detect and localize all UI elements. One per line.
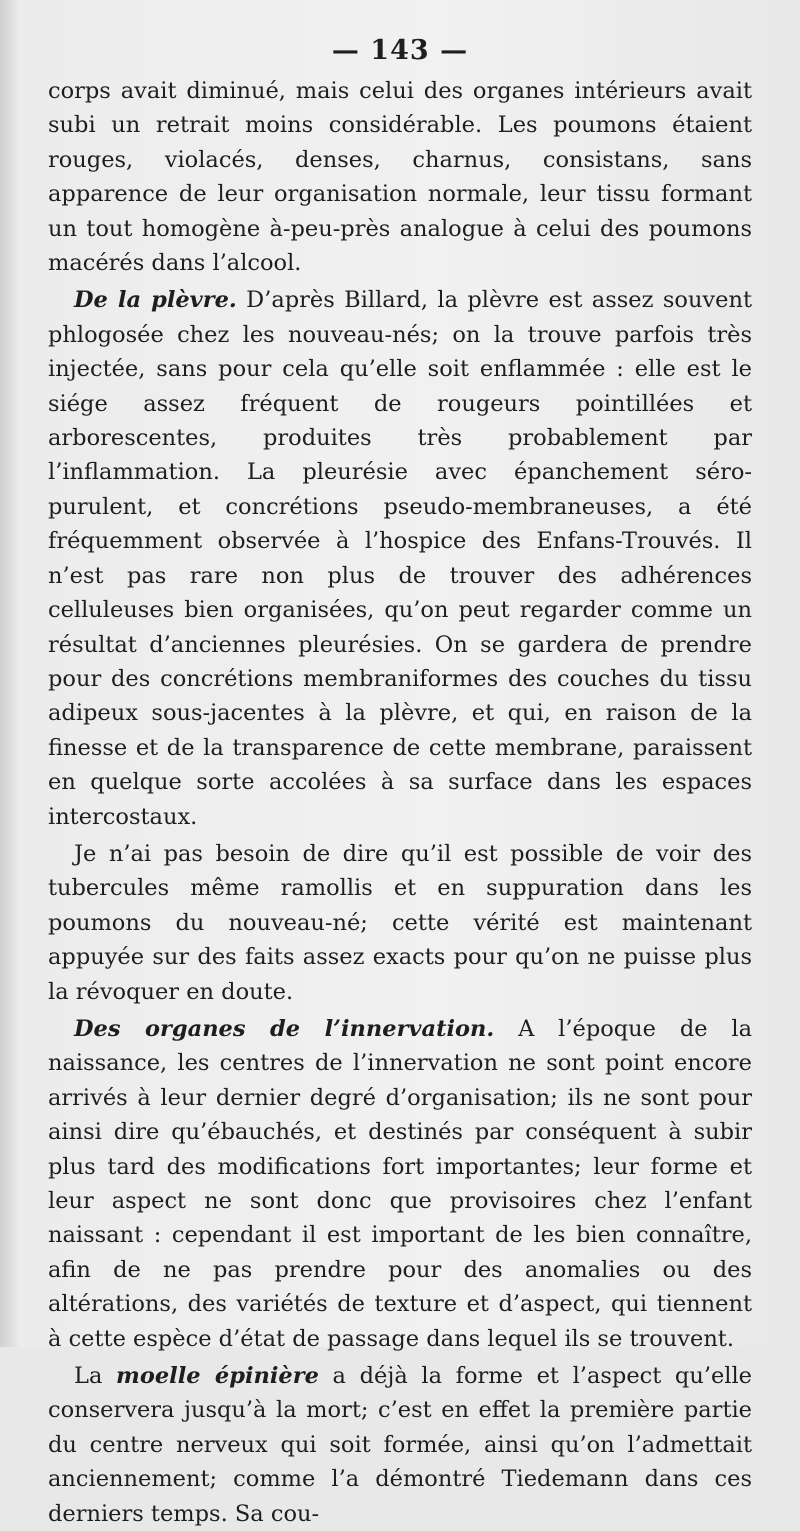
section-heading-pleura: De la plèvre. <box>74 287 237 314</box>
paragraph-text: A l’époque de la naissance, les centres de l’innervation ne sont point encore arrivés à leur dernier degré d’organisation; ils ne sont pour ainsi dire qu’ébauchés, et destinés par conséquent à subir plus tard des modifications fort importantes; leur forme et leur aspect ne sont donc que provisoires chez l’enfant naissant : cependant il est important de les bien connaître, afin de ne pas prendre pour des anomalies ou des altérations, des variétés de texture et d’aspect, qui tiennent à cette espèce d’état de passage dans lequel ils se trouvent. <box>48 1015 752 1352</box>
page-body <box>48 74 752 1531</box>
paragraph-lungs <box>48 74 752 280</box>
paragraph-pleura <box>48 283 752 834</box>
page-number: — 143 — <box>331 35 469 66</box>
paragraph-tubercles <box>48 837 752 1009</box>
section-heading-innervation: Des organes de l’innervation. <box>74 1015 495 1042</box>
paragraph-spinal-cord <box>48 1359 752 1531</box>
paragraph-text: Je n’ai pas besoin de dire qu’il est possible de voir des tubercules même ramollis et en suppuration dans les poumons du nouveau-né; cette vérité est maintenant appuyée sur des faits assez exacts pour qu’on ne puisse plus la révoquer en doute. <box>48 840 752 1005</box>
paragraph-text: D’après Billard, la plèvre est assez souvent phlogosée chez les nouveau-nés; on la trouve parfois très injectée, sans pour cela qu’elle soit enflammée : elle est le siége assez fréquent de rougeurs pointillées et arborescentes, produites très probablement par l’inflammation. La pleurésie avec épanchement séro-purulent, et concrétions pseudo-membraneuses, a été fréquemment observée à l’hospice des Enfans-Trouvés. Il n’est pas rare non plus de trouver des adhérences celluleuses bien organisées, qu’on peut regarder comme un résultat d’anciennes pleurésies. On se gardera de prendre pour des concrétions membraniformes des couches du tissu adipeux sous-jacentes à la plèvre, et qui, en raison de la finesse et de la transparence de cette membrane, paraissent en quelque sorte accolées à sa surface dans les espaces intercostaux. <box>48 287 752 830</box>
emphasis-spinal-cord: moelle épinière <box>116 1363 319 1390</box>
paragraph-text: corps avait diminué, mais celui des organes intérieurs avait subi un retrait moins considérable. Les poumons étaient rouges, violacés, denses, charnus, consistans, sans apparence de leur organisation normale, leur tissu formant un tout homogène à-peu-près analogue à celui des poumons macérés dans l’alcool. <box>48 78 752 277</box>
paragraph-innervation <box>48 1012 752 1356</box>
paragraph-text: a déjà la forme et l’aspect qu’elle conservera jusqu’à la mort; c’est en effet la première partie du centre nerveux qui soit formée, ainsi qu’on l’admettait anciennement; comme l’a démontré Tiedemann dans ces derniers temps. Sa cou- <box>48 1363 753 1527</box>
paragraph-text: La <box>74 1363 117 1390</box>
